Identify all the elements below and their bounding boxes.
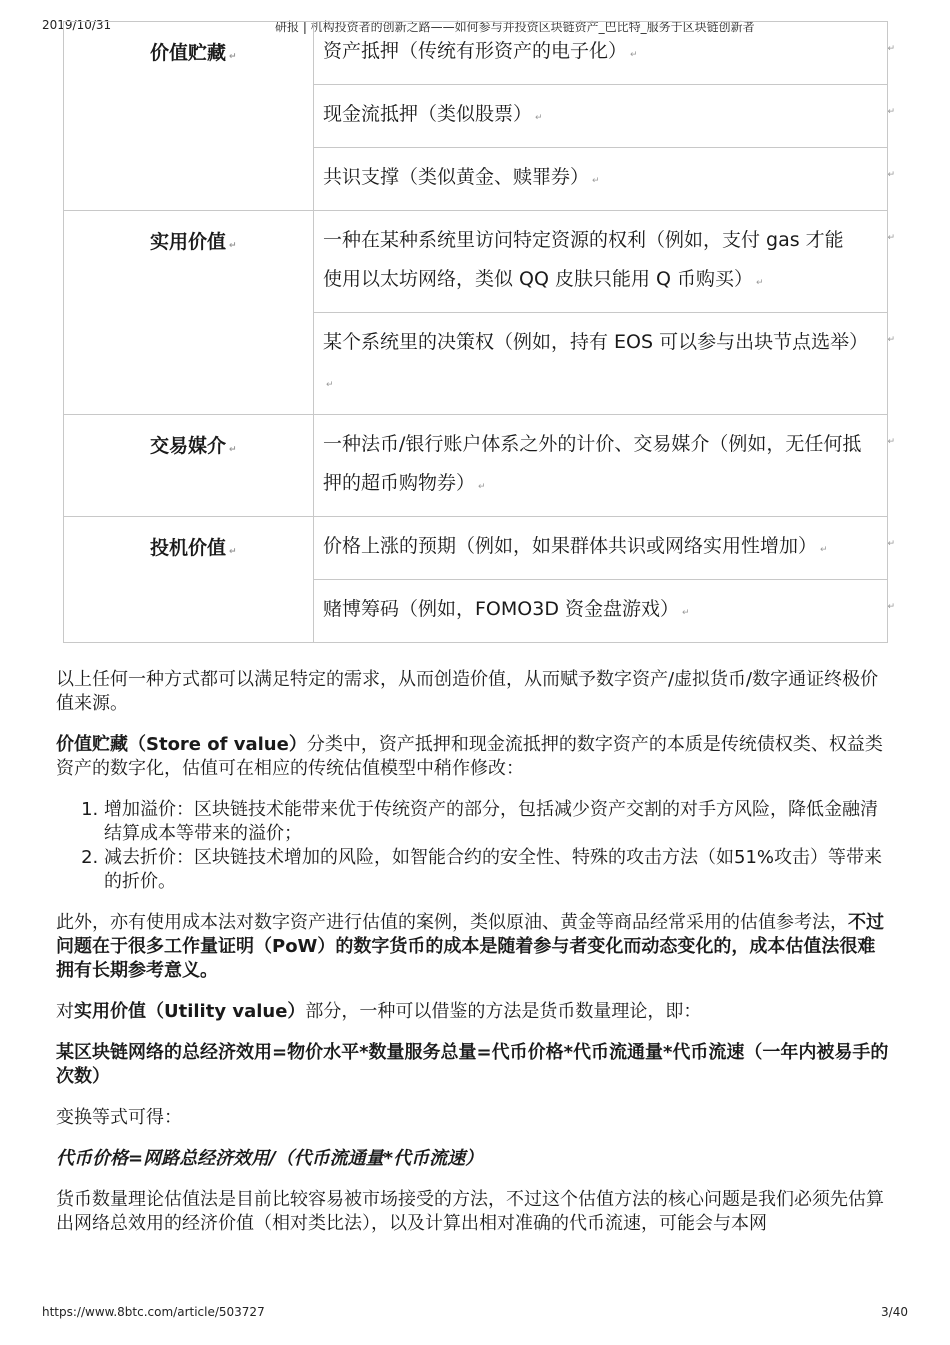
table-row xyxy=(64,211,888,313)
category-label: 交易媒介 xyxy=(150,435,227,457)
category-cell xyxy=(64,517,314,643)
equation-total-utility: 某区块链网络的总经济效用=物价水平*数量服务总量=代币价格*代币流通量*代币流速（一年内被易手的次数） xyxy=(56,1042,889,1087)
description-cell xyxy=(314,22,895,85)
description-cell xyxy=(314,415,895,517)
header-title: 研报 | 机构投资者的创新之路——如何参与并投资区块链资产_巴比特_服务于区块链创新者 xyxy=(275,20,755,34)
description-text: 共识支撑（类似黄金、赎罪券） xyxy=(323,166,590,188)
paragraph-mark: ↵ xyxy=(630,50,638,60)
article-body xyxy=(56,668,892,1253)
paragraph-text: 此外，亦有使用成本法对数字资产进行估值的案例，类似原油、黄金等商品经常采用的估值参考法， xyxy=(56,912,848,933)
paragraph-mark: ↵ xyxy=(592,176,600,186)
paragraph-value-sources: 以上任何一种方式都可以满足特定的需求，从而创造价值，从而赋予数字资产/虚拟货币/数字通证终极价值来源。 xyxy=(56,669,879,714)
description-cell xyxy=(314,148,895,211)
category-cell xyxy=(64,211,314,415)
equation-token-price: 代币价格=网路总经济效用/（代币流通量*代币流速） xyxy=(56,1148,484,1169)
category-label: 价值贮藏 xyxy=(150,42,227,64)
description-cell xyxy=(314,517,895,580)
description-text: 赌博筹码（例如，FOMO3D 资金盘游戏） xyxy=(323,598,679,620)
row-end-mark: ↵ xyxy=(887,437,895,447)
term-store-of-value: 价值贮藏（Store of value） xyxy=(56,734,307,755)
description-text: 价格上涨的预期（例如，如果群体共识或网络实用性增加） xyxy=(323,535,818,557)
paragraph-text: 部分，一种可以借鉴的方法是货币数量理论，即： xyxy=(305,1001,702,1022)
table-row xyxy=(64,22,888,85)
paragraph-mark: ↵ xyxy=(478,482,486,492)
category-label: 实用价值 xyxy=(150,231,227,253)
adjustment-list xyxy=(56,798,892,894)
paragraph-mark: ↵ xyxy=(229,52,237,62)
paragraph-text: 对 xyxy=(56,1001,74,1022)
paragraph-mark: ↵ xyxy=(535,113,543,123)
paragraph-mark: ↵ xyxy=(229,445,237,455)
footer-url: https://www.8btc.com/article/503727 xyxy=(42,1305,265,1319)
paragraph-mark: ↵ xyxy=(820,545,828,555)
row-end-mark: ↵ xyxy=(887,335,895,345)
paragraph-mark: ↵ xyxy=(682,608,690,618)
header-date: 2019/10/31 xyxy=(42,18,112,32)
footer-page-number: 3/40 xyxy=(881,1305,908,1319)
value-table xyxy=(63,21,895,643)
paragraph-mark: ↵ xyxy=(756,278,764,288)
description-text: 现金流抵押（类似股票） xyxy=(323,103,533,125)
row-end-mark: ↵ xyxy=(887,107,895,117)
row-end-mark: ↵ xyxy=(887,44,895,54)
description-text: 资产抵押（传统有形资产的电子化） xyxy=(323,40,628,62)
category-cell xyxy=(64,22,314,211)
term-utility-value: 实用价值（Utility value） xyxy=(74,1001,306,1022)
paragraph-store-of-value xyxy=(56,733,892,781)
paragraph-utility-value xyxy=(56,1000,892,1024)
description-text: 某个系统里的决策权（例如，持有 EOS 可以参与出块节点选举） xyxy=(323,331,869,353)
paragraph-mark: ↵ xyxy=(229,241,237,251)
emphasis-text: 不过问题在于很多工作量证明（PoW）的数字货币的成本是随着参与者变化而动态变化的，成本估值法很难拥有长期参考意义。 xyxy=(56,912,884,981)
paragraph-mark: ↵ xyxy=(326,380,334,390)
description-cell xyxy=(314,85,895,148)
description-cell xyxy=(314,313,895,415)
description-text: 一种法币/银行账户体系之外的计价、交易媒介（例如，无任何抵押的超币购物券） xyxy=(323,433,862,494)
description-cell xyxy=(314,211,895,313)
description-text: 一种在某种系统里访问特定资源的权利（例如，支付 gas 才能使用以太坊网络，类似 QQ 皮肤只能用 Q 币购买） xyxy=(323,229,844,290)
category-cell xyxy=(64,415,314,517)
list-item: 1. 增加溢价：区块链技术能带来优于传统资产的部分，包括减少资产交割的对手方风险，降低金融清结算成本等带来的溢价； xyxy=(104,798,892,846)
paragraph-cost-method xyxy=(56,911,892,983)
description-cell xyxy=(314,580,895,643)
row-end-mark: ↵ xyxy=(887,602,895,612)
category-label: 投机价值 xyxy=(150,537,227,559)
row-end-mark: ↵ xyxy=(887,233,895,243)
paragraph-mark: ↵ xyxy=(229,547,237,557)
paragraph-transform: 变换等式可得： xyxy=(56,1107,182,1128)
paragraph-text: 分类中，资产抵押和现金流抵押的数字资产的本质是传统债权类、权益类资产的数字化，估值可在相应的传统估值模型中稍作修改： xyxy=(56,734,883,779)
table-row xyxy=(64,415,888,517)
list-item: 2. 减去折价：区块链技术增加的风险，如智能合约的安全性、特殊的攻击方法（如51%攻击）等带来的折价。 xyxy=(104,846,892,894)
row-end-mark: ↵ xyxy=(887,539,895,549)
row-end-mark: ↵ xyxy=(887,170,895,180)
paragraph-quantity-theory: 货币数量理论估值法是目前比较容易被市场接受的方法，不过这个估值方法的核心问题是我们必须先估算出网络总效用的经济价值（相对类比法），以及计算出相对准确的代币流速，可能会与本网 xyxy=(56,1189,884,1234)
table-row xyxy=(64,517,888,580)
